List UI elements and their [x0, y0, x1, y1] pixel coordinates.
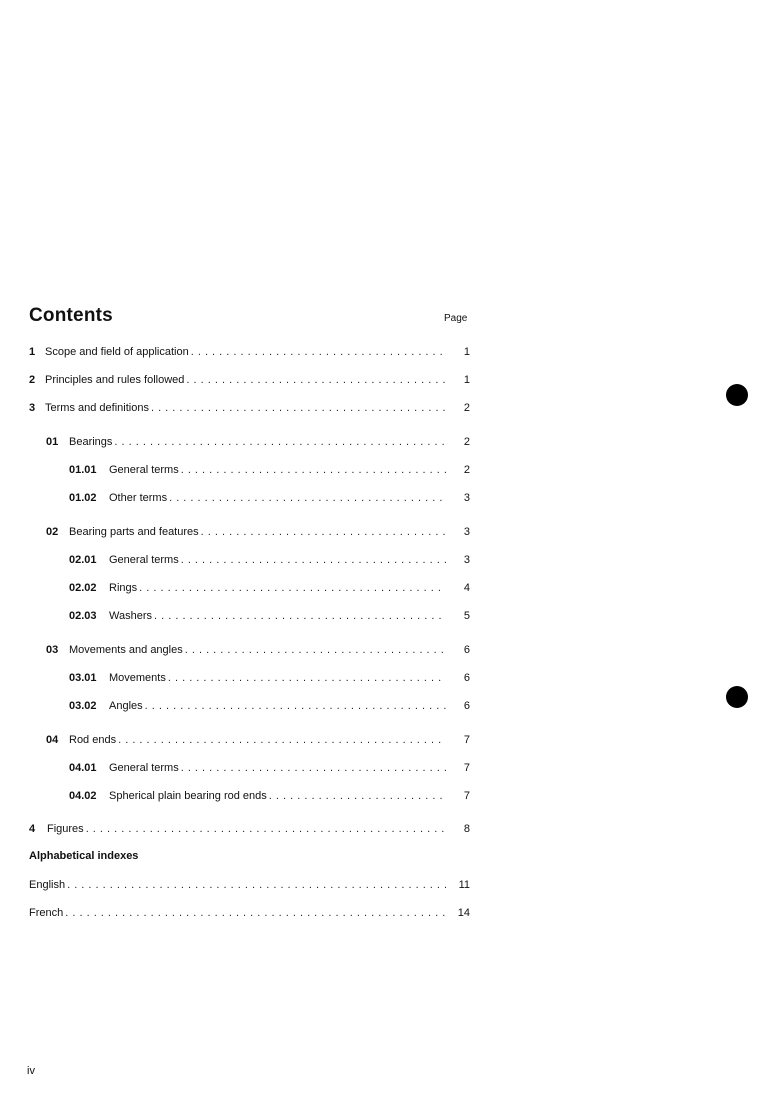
toc-entry[interactable] [69, 463, 470, 477]
toc-entry[interactable] [69, 671, 470, 685]
toc-entry[interactable] [46, 733, 470, 747]
toc-entry-label: Movements and angles [69, 644, 183, 656]
index-entry-label: French [29, 907, 64, 919]
index-entry[interactable] [29, 878, 470, 892]
toc-entry-page: 1 [463, 346, 470, 358]
toc-entry-number: 02.03 [69, 610, 97, 622]
toc-entry-label: Scope and field of application [45, 346, 189, 358]
index-entry-page: 11 [458, 879, 470, 891]
punch-hole [726, 384, 748, 406]
leader-dots [169, 491, 446, 505]
toc-entry-label: General terms [109, 762, 179, 774]
toc-entry[interactable] [29, 373, 470, 387]
index-entry[interactable] [29, 906, 470, 920]
leader-dots [118, 733, 446, 747]
toc-entry-number: 04 [46, 734, 59, 746]
toc-entry-page: 3 [463, 492, 470, 504]
leader-dots [86, 822, 446, 836]
page-folio: iv [27, 1065, 35, 1077]
leader-dots [185, 643, 446, 657]
punch-hole [726, 686, 748, 708]
toc-entry-number: 04.02 [69, 790, 97, 802]
toc-entry-page: 6 [463, 672, 470, 684]
toc-entry-page: 7 [463, 762, 470, 774]
toc-entry-number: 02.01 [69, 554, 97, 566]
toc-entry-label: Figures [47, 823, 84, 835]
page-column-label: Page [444, 313, 468, 324]
toc-entry-number: 01 [46, 436, 59, 448]
toc-entry-label: General terms [109, 554, 179, 566]
toc-entry-label: Principles and rules followed [45, 374, 185, 386]
leader-dots [67, 878, 446, 892]
toc-entry-page: 2 [463, 436, 470, 448]
toc-entry-number: 02.02 [69, 582, 97, 594]
leader-dots [181, 463, 446, 477]
contents-heading: Contents [29, 305, 113, 326]
leader-dots [186, 373, 446, 387]
indexes-heading: Alphabetical indexes [29, 850, 139, 862]
toc-entry-page: 2 [463, 402, 470, 414]
toc-entry[interactable] [69, 553, 470, 567]
toc-entry-number: 01.01 [69, 464, 97, 476]
toc-entry-number: 2 [29, 374, 36, 386]
leader-dots [181, 553, 446, 567]
leader-dots [269, 789, 446, 803]
toc-entry[interactable] [69, 581, 470, 595]
leader-dots [114, 435, 446, 449]
toc-entry-number: 03.02 [69, 700, 97, 712]
leader-dots [201, 525, 446, 539]
index-entry-label: English [29, 879, 66, 891]
toc-entry-page: 3 [463, 554, 470, 566]
toc-entry-label: Rings [109, 582, 138, 594]
toc-entry[interactable] [69, 491, 470, 505]
toc-entry[interactable] [69, 609, 470, 623]
leader-dots [154, 609, 446, 623]
toc-entry-page: 1 [463, 374, 470, 386]
toc-entry-number: 4 [29, 823, 36, 835]
leader-dots [145, 699, 446, 713]
toc-entry-number: 03.01 [69, 672, 97, 684]
toc-entry-label: Washers [109, 610, 152, 622]
toc-entry[interactable] [69, 761, 470, 775]
leader-dots [168, 671, 446, 685]
toc-entry-page: 8 [463, 823, 470, 835]
toc-entry[interactable] [46, 525, 470, 539]
toc-entry-page: 5 [463, 610, 470, 622]
toc-entry-label: Movements [109, 672, 166, 684]
leader-dots [181, 761, 446, 775]
toc-entry-page: 2 [463, 464, 470, 476]
toc-entry-number: 03 [46, 644, 59, 656]
leader-dots [151, 401, 446, 415]
index-entry-page: 14 [457, 907, 470, 919]
leader-dots [191, 345, 446, 359]
toc-entry-number: 3 [29, 402, 36, 414]
leader-dots [139, 581, 446, 595]
toc-entry[interactable] [29, 401, 470, 415]
toc-entry-label: Other terms [109, 492, 168, 504]
toc-entry-number: 1 [29, 346, 36, 358]
toc-entry-page: 7 [463, 790, 470, 802]
toc-entry-label: Angles [109, 700, 143, 712]
toc-entry-label: Bearing parts and features [69, 526, 199, 538]
toc-entry[interactable] [29, 822, 470, 836]
toc-entry-page: 4 [463, 582, 470, 594]
toc-entry-label: Terms and definitions [45, 402, 149, 414]
toc-entry-number: 02 [46, 526, 59, 538]
toc-entry-label: General terms [109, 464, 179, 476]
toc-entry-number: 04.01 [69, 762, 97, 774]
toc-entry-number: 01.02 [69, 492, 97, 504]
toc-entry-page: 3 [463, 526, 470, 538]
toc-entry-page: 7 [463, 734, 470, 746]
toc-entry-label: Rod ends [69, 734, 117, 746]
toc-entry[interactable] [69, 789, 470, 803]
toc-entry-page: 6 [463, 700, 470, 712]
leader-dots [65, 906, 446, 920]
toc-entry-page: 6 [463, 644, 470, 656]
toc-entry[interactable] [46, 643, 470, 657]
toc-entry-label: Bearings [69, 436, 113, 448]
toc-entry[interactable] [46, 435, 470, 449]
toc-entry-label: Spherical plain bearing rod ends [109, 790, 267, 802]
toc-entry[interactable] [69, 699, 470, 713]
toc-entry[interactable] [29, 345, 470, 359]
